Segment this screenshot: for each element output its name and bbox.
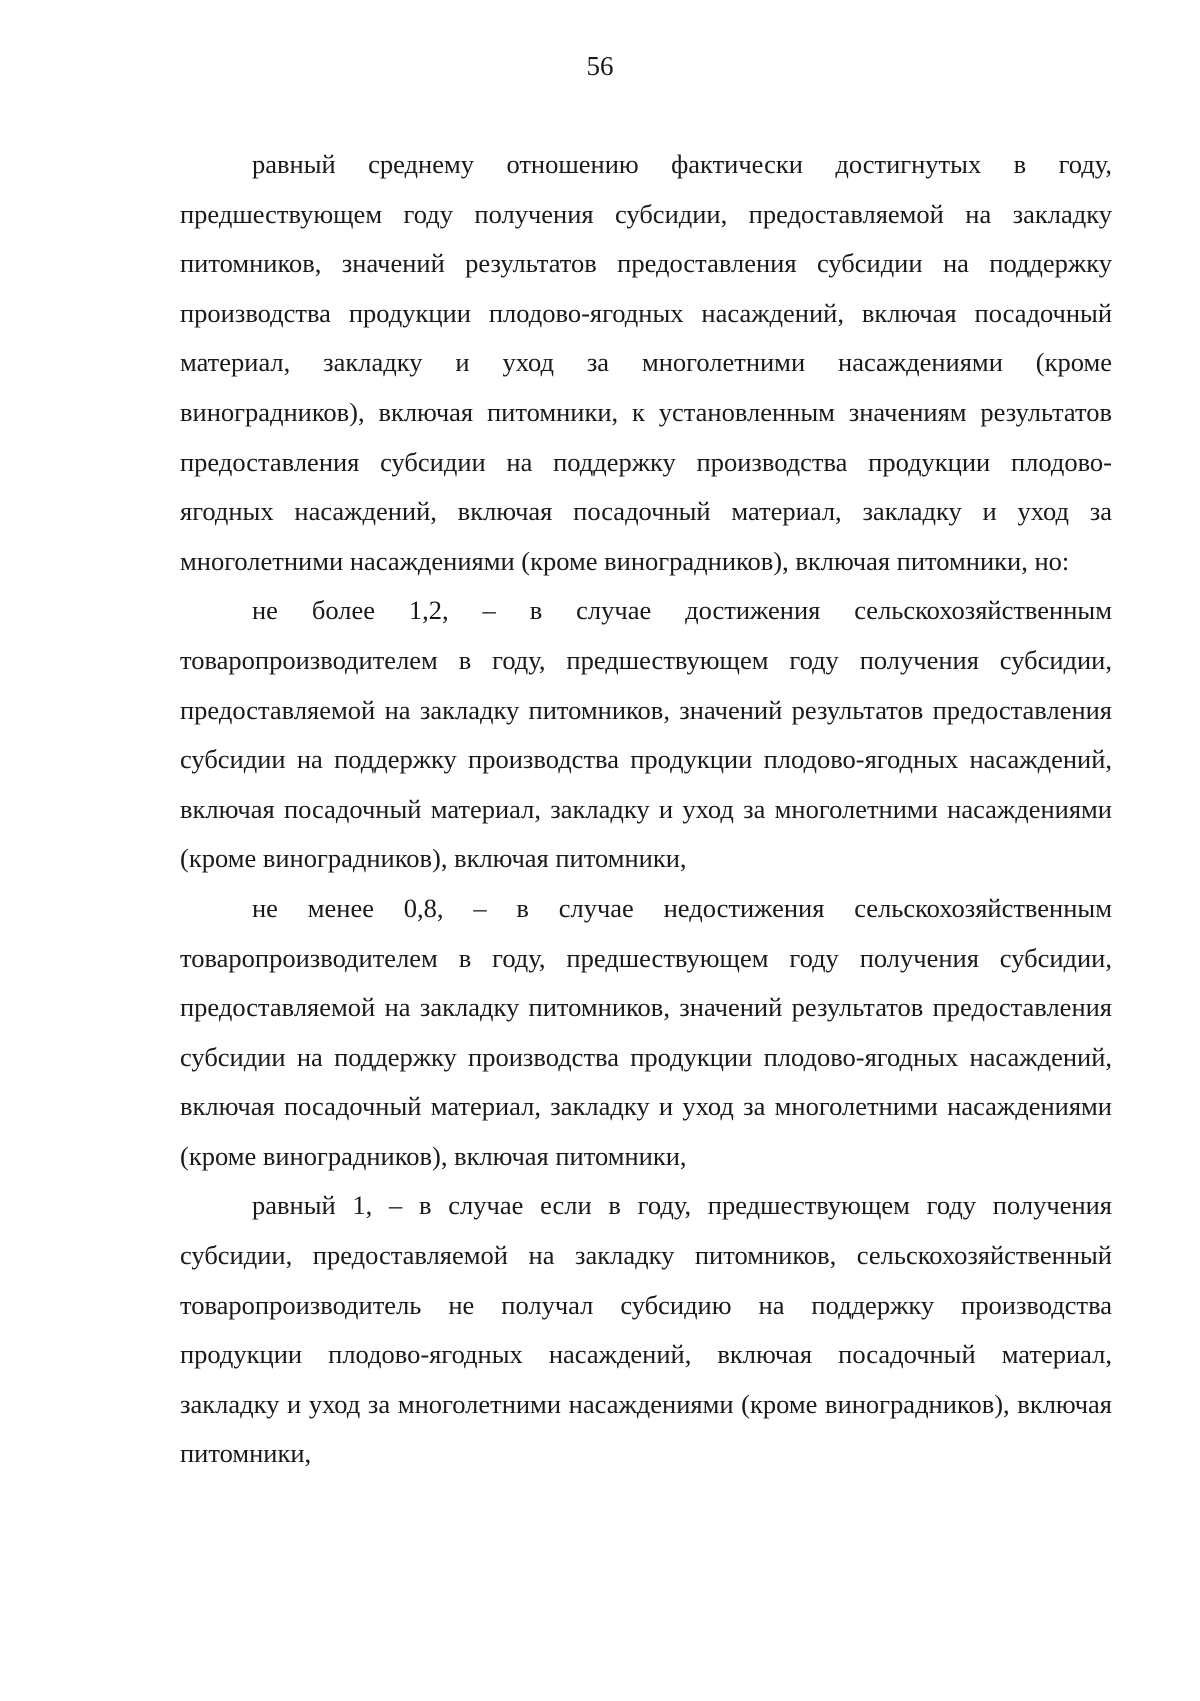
paragraph-ratio-definition: равный среднему отношению фактически достигнутых в году, предшествующем году получения субсидии, предоставляемой на закладку питомников, значений результатов предоставления субсидии на поддержку производства продукции плодово-ягодных насаждений, включая посадочный материал, закладку и уход за многолетними насаждениями (кроме виноградников), включая питомники, к установленным значениям результатов предоставления субсидии на поддержку производства продукции плодово-ягодных насаждений, включая посадочный материал, закладку и уход за многолетними насаждениями (кроме виноградников), включая питомники, но: xyxy=(180,149,1112,576)
page-number: 56 xyxy=(586,51,614,81)
paragraph-min-condition: не менее 0,8, – в случае недостижения сельскохозяйственным товаропроизводителем в году, предшествующем году получения субсидии, предоставляемой на закладку питомников, значений результатов предоставления субсидии на поддержку производства продукции плодово-ягодных насаждений, включая посадочный материал, закладку и уход за многолетними насаждениями (кроме виноградников), включая питомники, xyxy=(180,892,1112,1171)
paragraph-equal-condition: равный 1, – в случае если в году, предшествующем году получения субсидии, предоставляемой на закладку питомников, сельскохозяйственный товаропроизводитель не получал субсидию на поддержку производства продукции плодово-ягодных насаждений, включая посадочный материал, закладку и уход за многолетними насаждениями (кроме виноградников), включая питомники, xyxy=(180,1190,1112,1469)
paragraph-max-condition: не более 1,2, – в случае достижения сельскохозяйственным товаропроизводителем в году, предшествующем году получения субсидии, предоставляемой на закладку питомников, значений результатов предоставления субсидии на поддержку производства продукции плодово-ягодных насаждений, включая посадочный материал, закладку и уход за многолетними насаждениями (кроме виноградников), включая питомники, xyxy=(180,595,1112,874)
document-body xyxy=(180,140,1112,1479)
